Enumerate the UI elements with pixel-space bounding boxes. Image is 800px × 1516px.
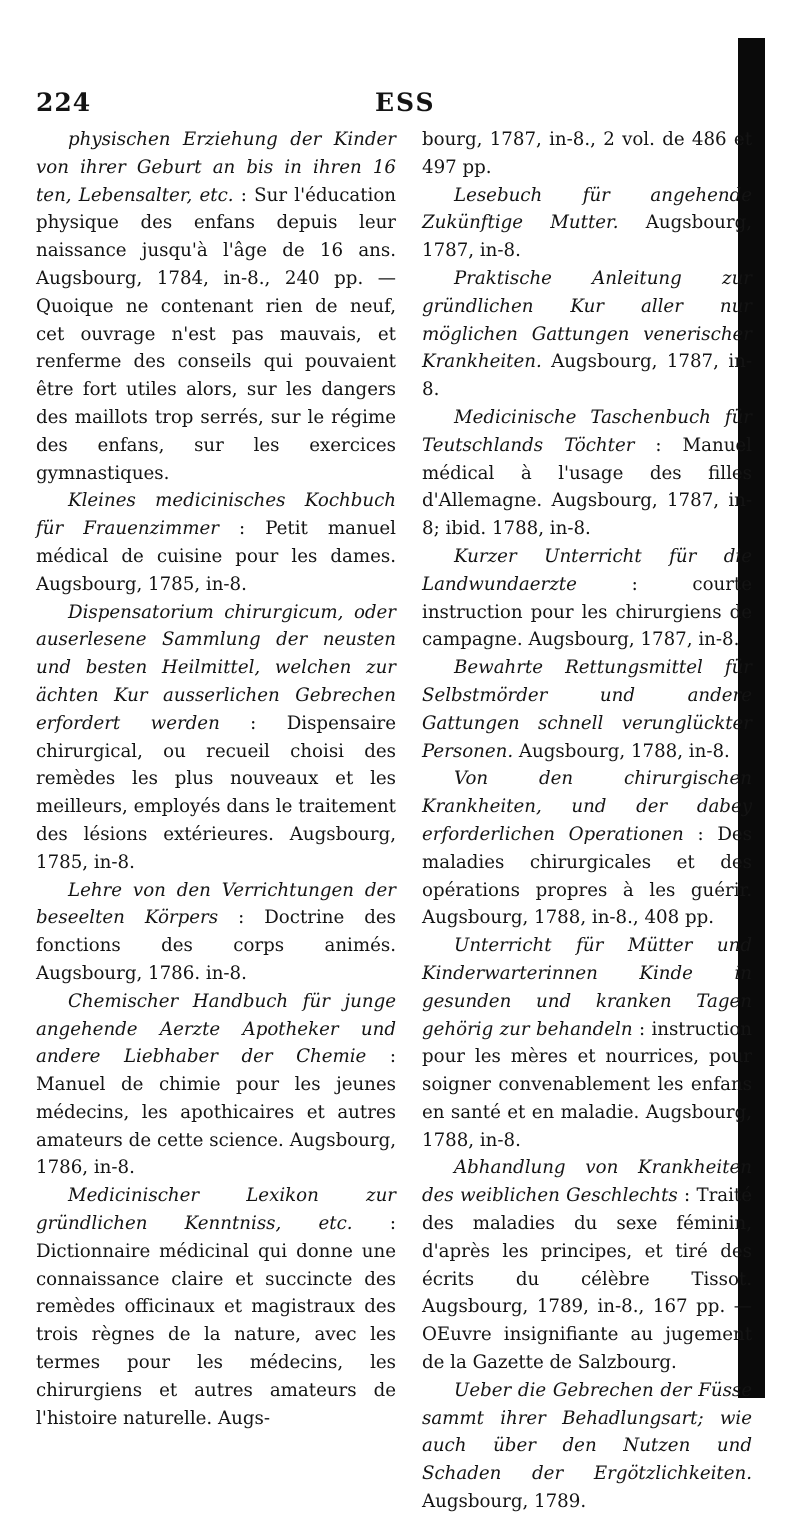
entry-title: Bewahrte Rettungsmittel für Selbstmörder und andere Gattungen schnell verunglückter Personen. — [422, 657, 752, 762]
entry-title: Dispensatorium chirurgicum, oder auserlesene Sammlung der neusten und besten Heilmittel, welchen zur ächten Kur ausserlichen Gebrechen erfordert werden — [36, 601, 396, 734]
entry-title: physischen Erziehung der Kinder von ihrer Geburt an bis in ihren 16 ten, Lebensalter, etc. — [36, 129, 396, 206]
entry-text: : Doctrine des fonctions des corps animés. Augsbourg, 1786. in-8. — [36, 907, 396, 984]
entry-text: : Traité des maladies du sexe féminin, d'après les principes, et tiré des écrits du célèbre Tissot. Augsbourg, 1789, in-8., 167 pp. — OEuvre insignifiante au jugement de la Gazette de Salzbourg. — [422, 1185, 752, 1374]
entry-text: : Manuel médical à l'usage des filles d'Allemagne. Augsbourg, 1787, in-8; ibid. 1788, in-8. — [422, 434, 753, 540]
bib-entry — [422, 1154, 752, 1376]
continued-text: bourg, 1787, in-8., 2 vol. de 486 et 497 pp. — [422, 129, 752, 178]
entry-text: : Dispensaire chirurgical, ou recueil choisi des remèdes les plus nouveaux et les meilleurs, employés dans le traitement des lésions extérieures. Augsbourg, 1785, in-8. — [36, 712, 396, 873]
bib-entry — [36, 599, 396, 877]
entry-title: Lesebuch für angehende Zukünftige Mutter. — [422, 184, 752, 234]
entry-text: : Des maladies chirurgicales et des opérations propres à les guérir. Augsbourg, 1788, in-8., 408 pp. — [422, 823, 753, 929]
bib-entry — [422, 182, 752, 265]
entry-title: Von den chirurgischen Krankheiten, und der dabey erforderlichen Operationen — [422, 768, 752, 845]
bib-entry — [422, 932, 752, 1154]
bib-entry — [422, 543, 752, 654]
entry-title: Abhandlung von Krankheiten des weiblichen Geschlechts — [422, 1157, 752, 1207]
bib-entry — [422, 654, 752, 765]
bib-entry — [422, 765, 752, 932]
entry-text: : Dictionnaire médicinal qui donne une connaissance claire et succincte des remèdes officinaux et magistraux des trois règnes de la nature, avec les termes pour les médecins, les chirurgiens et autres amateurs de l'histoire naturelle. Augs- — [36, 1213, 396, 1429]
running-head: ESS — [375, 88, 436, 117]
bib-entry — [36, 1182, 396, 1432]
entry-text: Augsbourg, 1789. — [422, 1491, 587, 1513]
entry-title: Chemischer Handbuch für junge angehende Aerzte Apotheker und andere Liebhaber der Chemie — [36, 990, 396, 1068]
bib-entry — [36, 487, 396, 598]
bib-entry — [36, 877, 396, 988]
bib-entry — [422, 265, 752, 404]
entry-title: Unterricht für Mütter und Kinderwarterinnen Kinde in gesunden und kranken Tagen gehörig zur behandeln — [422, 935, 752, 1040]
bib-entry — [422, 1377, 752, 1516]
entry-text: : Sur l'éducation physique des enfans depuis leur naissance jusqu'à l'âge de 16 ans. Augsbourg, 1784, in-8., 240 pp. — Quoique ne contenant rien de neuf, cet ouvrage n'est pas mauvais, et renferme des conseils qui pouvaient être fort utiles alors, sur les dangers des maillots trop serrés, sur le régime des enfans, sur les exercices gymnastiques. — [36, 184, 397, 484]
entry-text: Augsbourg, 1787, in-8. — [422, 212, 752, 262]
bib-entry — [36, 988, 396, 1183]
entry-text: : instruction pour les mères et nourrices, pour soigner convenablement les enfans en santé et en maladie. Augsbourg, 1788, in-8. — [422, 1018, 753, 1151]
entry-title: Medicinische Taschenbuch für Teutschlands Töchter — [422, 406, 752, 456]
entry-title: Kleines medicinisches Kochbuch für Frauenzimmer — [36, 490, 396, 540]
entry-text: : Petit manuel médical de cuisine pour les dames. Augsbourg, 1785, in-8. — [36, 518, 396, 595]
bib-entry — [36, 126, 396, 487]
entry-text: Augsbourg, 1787, in-8. — [422, 351, 752, 401]
entry-title: Medicinischer Lexikon zur gründlichen Kenntniss, etc. — [36, 1185, 396, 1235]
entry-title: Kurzer Unterricht für die Landwundaerzte — [422, 545, 752, 595]
page-number: 224 — [36, 88, 92, 117]
entry-text: : Manuel de chimie pour les jeunes médecins, les apothicaires et autres amateurs de cette science. Augsbourg, 1786, in-8. — [36, 1046, 396, 1179]
entry-title: Ueber die Gebrechen der Füsse sammt ihrer Behadlungsart; wie auch über den Nutzen und Schaden der Ergötzlichkeiten. — [422, 1379, 752, 1485]
entry-title: Praktische Anleitung zur gründlichen Kur aller nur möglichen Gattungen venerischer Krankheiten. — [422, 267, 752, 373]
right-column — [422, 126, 752, 1516]
entry-text: : courte instruction pour les chirurgiens de campagne. Augsbourg, 1787, in-8. — [422, 573, 752, 651]
left-column — [36, 126, 396, 1432]
entry-title: Lehre von den Verrichtungen der beseelten Körpers — [36, 879, 396, 929]
bib-entry — [422, 404, 752, 543]
entry-text: Augsbourg, 1788, in-8. — [513, 740, 730, 762]
